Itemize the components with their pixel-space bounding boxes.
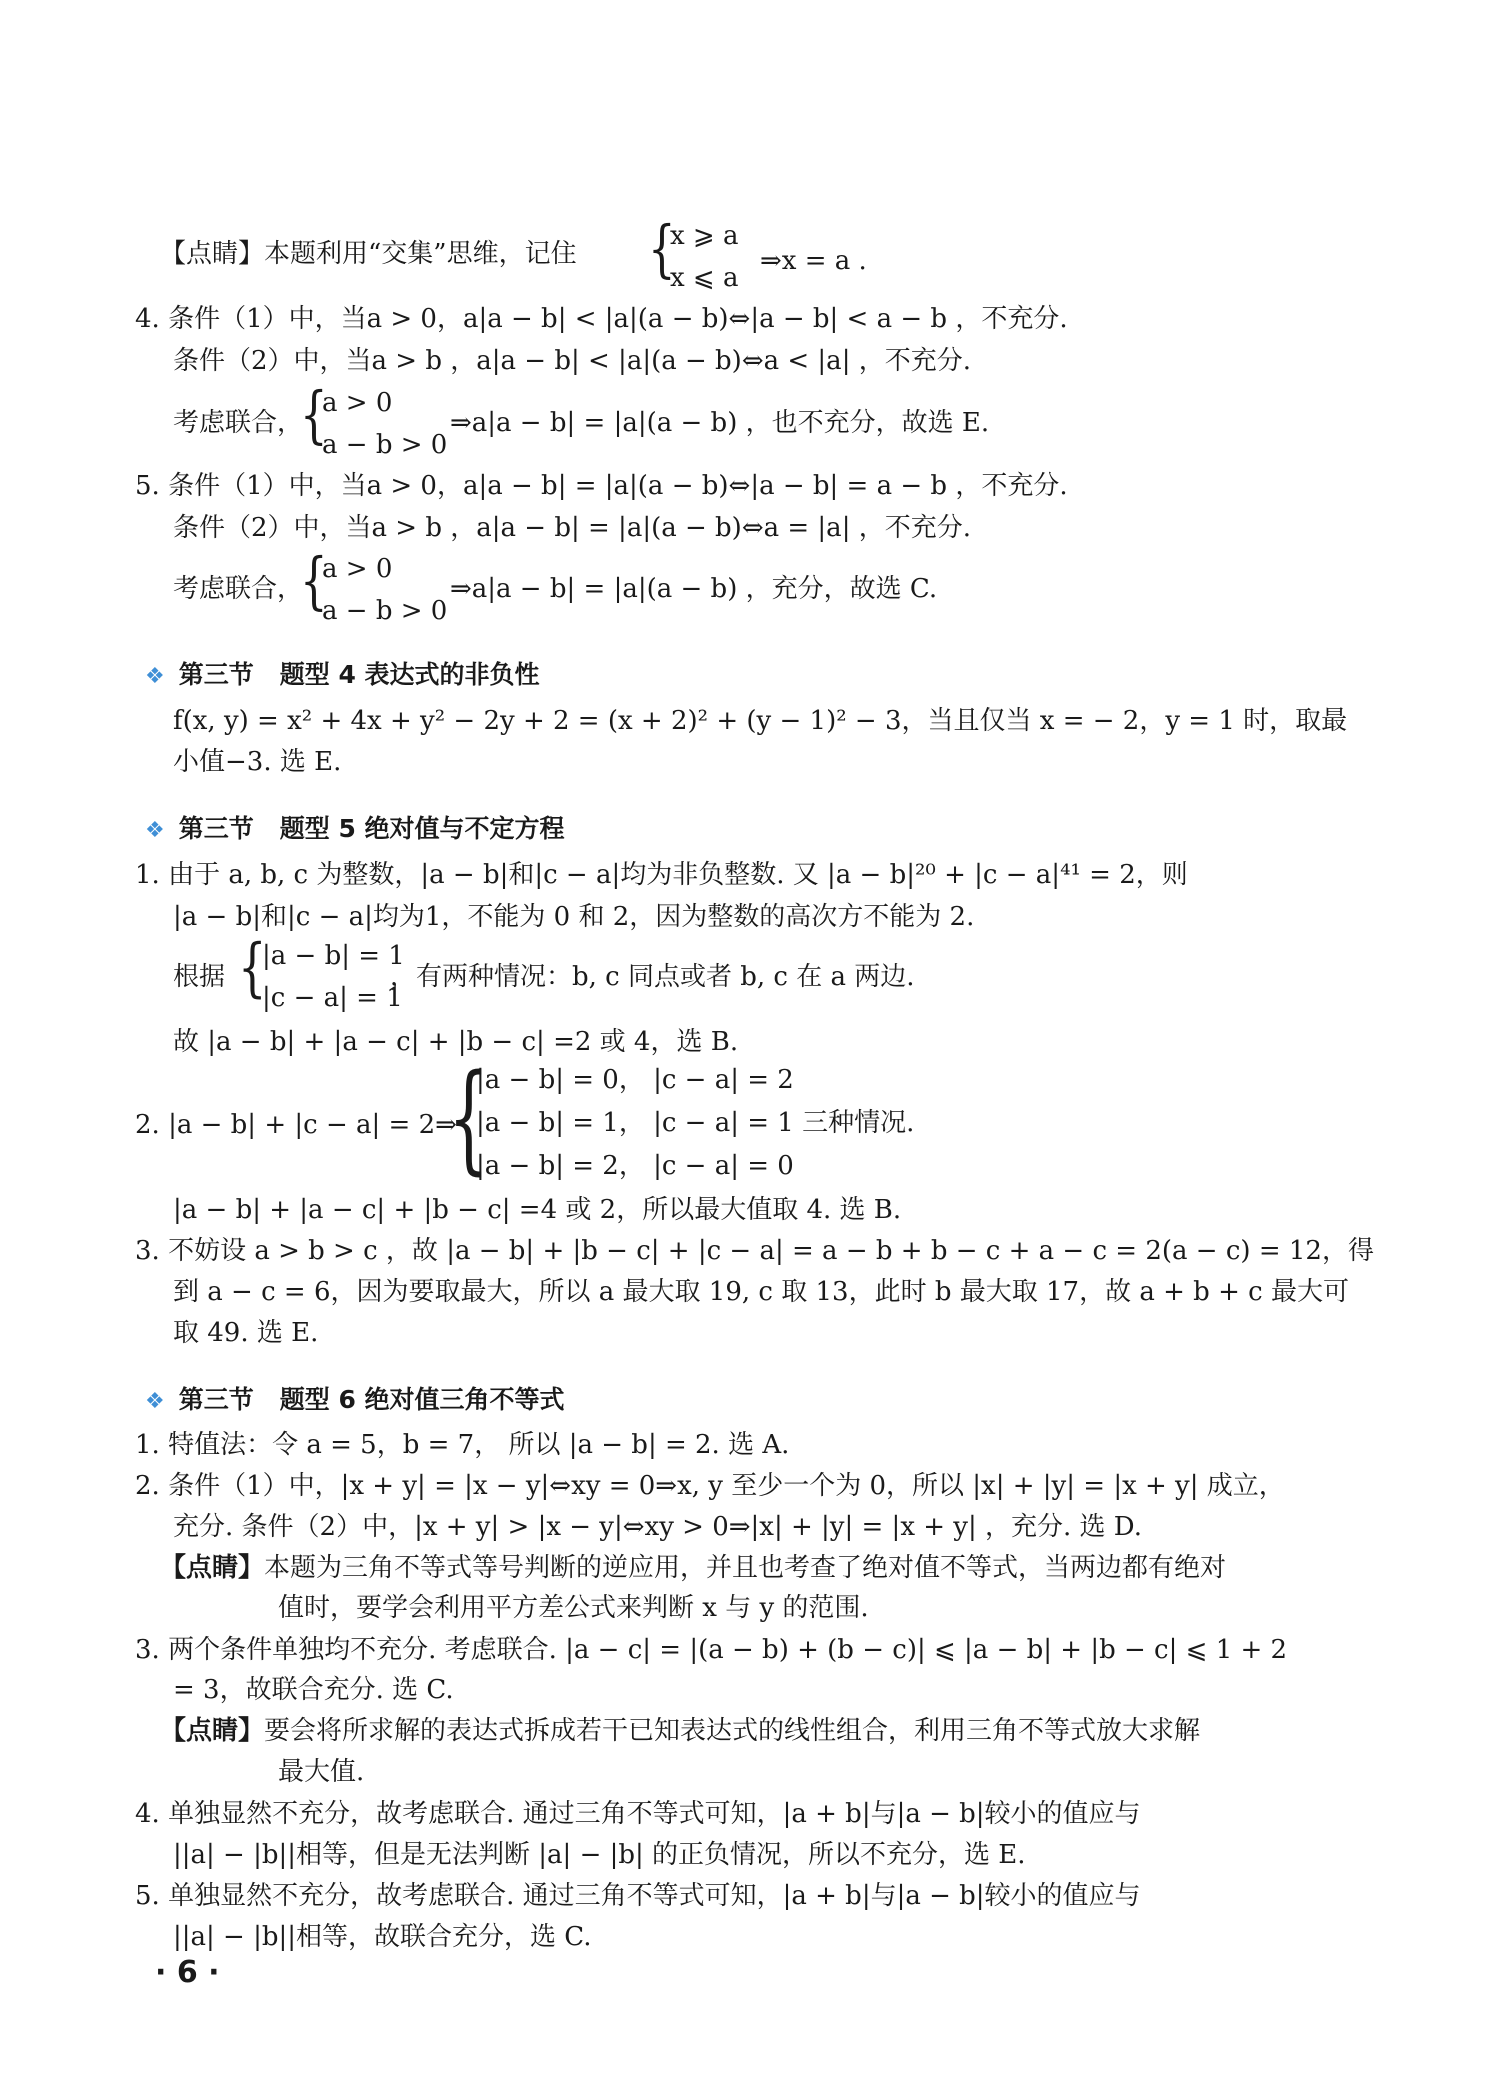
section5-q2-left: 2. |a − b| + |c − a| = 2⇒: [135, 1110, 457, 1140]
item4-line1: 4. 条件（1）中，当a > 0，a|a − b| < |a|(a − b)⇔|a − b| < a − b ，不充分.: [135, 304, 1068, 334]
section5-q3-line3: 取 49. 选 E.: [173, 1318, 319, 1348]
item5-case-bottom: a − b > 0: [322, 596, 448, 626]
note-tag: 【点睛】: [160, 1553, 265, 1583]
brace-icon: {: [448, 1048, 490, 1186]
note-text: 要会将所求解的表达式拆成若干已知表达式的线性组合，利用三角不等式放大求解: [264, 1716, 1201, 1746]
section6-q3-note-line1: [160, 1714, 1200, 1748]
note-tag: 【点睛】: [160, 1716, 265, 1746]
section6-q3-line1: 3. 两个条件单独均不充分. 考虑联合. |a − c| = |(a − b) + (b − c)| ⩽ |a − b| + |b − c| ⩽ 1 + 2: [135, 1635, 1288, 1665]
section4-sec: 第三节: [178, 660, 254, 689]
section4-title: 题型 4 表达式的非负性: [279, 660, 540, 689]
section6-q3-line2: = 3，故联合充分. 选 C.: [173, 1675, 454, 1705]
item4-case-top: a > 0: [322, 388, 393, 418]
section5-q1-line1: 1. 由于 a, b, c 为整数，|a − b|和|c − a|均为非负整数. 又 |a − b|²⁰ + |c − a|⁴¹ = 2，则: [135, 860, 1188, 890]
section5-q2-case2: |a − b| = 1， |c − a| = 1 三种情况.: [476, 1108, 915, 1138]
section5-sec: 第三节: [178, 814, 254, 843]
item4-line2: 条件（2）中，当a > b ，a|a − b| < |a|(a − b)⇔a < |a| ，不充分.: [173, 346, 971, 376]
item4-combine-result: ⇒a|a − b| = |a|(a − b) ，也不充分，故选 E.: [450, 408, 990, 438]
section5-q1-basis-result: ，有两种情况：b, c 同点或者 b, c 在 a 两边.: [390, 962, 915, 992]
brace-icon: {: [300, 378, 328, 451]
note1-result: ⇒x = a .: [760, 246, 867, 276]
section5-q1-case-top: |a − b| = 1: [262, 941, 405, 971]
section6-q2-line1: 2. 条件（1）中，|x + y| = |x − y|⇔xy = 0⇒x, y 至少一个为 0，所以 |x| + |y| = |x + y| 成立，: [135, 1471, 1285, 1501]
item4-combine-label: 考虑联合，: [173, 408, 304, 438]
section6-q1: 1. 特值法：令 a = 5，b = 7， 所以 |a − b| = 2. 选 A.: [135, 1430, 790, 1460]
section5-q1-line4: 故 |a − b| + |a − c| + |b − c| =2 或 4，选 B.: [173, 1027, 739, 1057]
section4-line2: 小值−3. 选 E.: [173, 747, 342, 777]
item5-line2: 条件（2）中，当a > b ，a|a − b| = |a|(a − b)⇔a = |a| ，不充分.: [173, 513, 971, 543]
diamond-icon: ❖: [145, 664, 165, 689]
section5-q2-line2: |a − b| + |a − c| + |b − c| =4 或 2，所以最大值取 4. 选 B.: [173, 1195, 902, 1225]
section5-heading: [145, 812, 565, 848]
section4-line1: f(x, y) = x² + 4x + y² − 2y + 2 = (x + 2)² + (y − 1)² − 3，当且仅当 x = − 2，y = 1 时，取最: [173, 706, 1348, 736]
page-number: · 6 ·: [155, 1955, 220, 1990]
section6-q2-note-line2: 值时，要学会利用平方差公式来判断 x 与 y 的范围.: [278, 1593, 869, 1623]
section5-title: 题型 5 绝对值与不定方程: [279, 814, 565, 843]
section5-q1-line2: |a − b|和|c − a|均为1，不能为 0 和 2，因为整数的高次方不能为 2.: [173, 902, 975, 932]
item5-combine-result: ⇒a|a − b| = |a|(a − b) ，充分，故选 C.: [450, 574, 938, 604]
note1-case-top: x ⩾ a: [670, 221, 739, 251]
section6-q4-line2: ||a| − |b||相等，但是无法判断 |a| − |b| 的正负情况，所以不充分，选 E.: [173, 1840, 1026, 1870]
section6-q5-line1: 5. 单独显然不充分，故考虑联合. 通过三角不等式可知，|a + b|与|a − b|较小的值应与: [135, 1881, 1141, 1911]
brace-icon: {: [648, 212, 676, 285]
brace-icon: {: [238, 931, 267, 1005]
section5-q3-line1: 3. 不妨设 a > b > c ，故 |a − b| + |b − c| + |c − a| = a − b + b − c + a − c = 2(a − c) = 12，得: [135, 1236, 1374, 1266]
note-text: 本题为三角不等式等号判断的逆应用，并且也考查了绝对值不等式，当两边都有绝对: [264, 1553, 1227, 1583]
item5-line1: 5. 条件（1）中，当a > 0，a|a − b| = |a|(a − b)⇔|a − b| = a − b ，不充分.: [135, 471, 1068, 501]
section6-heading: [145, 1383, 565, 1419]
item5-case-top: a > 0: [322, 554, 393, 584]
section6-title: 题型 6 绝对值三角不等式: [279, 1385, 565, 1414]
section5-q1-case-bottom: |c − a| = 1: [262, 983, 403, 1013]
section5-q2-case1: |a − b| = 0， |c − a| = 2: [476, 1065, 794, 1095]
section6-q2-line2: 充分. 条件（2）中，|x + y| > |x − y|⇔xy > 0⇒|x| + |y| = |x + y| ，充分. 选 D.: [173, 1512, 1142, 1542]
note1-text: 【点睛】本题利用“交集”思维，记住: [160, 239, 577, 269]
brace-icon: {: [300, 544, 328, 617]
item4-case-bottom: a − b > 0: [322, 430, 448, 460]
item5-combine-label: 考虑联合，: [173, 574, 304, 604]
diamond-icon: ❖: [145, 818, 165, 843]
note1-case-bottom: x ⩽ a: [670, 263, 739, 293]
section4-heading: [145, 658, 540, 694]
section5-q3-line2: 到 a − c = 6，因为要取最大，所以 a 最大取 19, c 取 13，此时 b 最大取 17，故 a + b + c 最大可: [173, 1277, 1349, 1307]
section6-sec: 第三节: [178, 1385, 254, 1414]
section6-q2-note-line1: [160, 1551, 1226, 1585]
section5-q1-basis-label: 根据: [173, 962, 226, 992]
section6-q4-line1: 4. 单独显然不充分，故考虑联合. 通过三角不等式可知，|a + b|与|a − b|较小的值应与: [135, 1799, 1141, 1829]
section6-q5-line2: ||a| − |b||相等，故联合充分，选 C.: [173, 1922, 592, 1952]
section6-q3-note-line2: 最大值.: [278, 1757, 365, 1787]
diamond-icon: ❖: [145, 1389, 165, 1414]
section5-q2-case3: |a − b| = 2， |c − a| = 0: [476, 1151, 794, 1181]
